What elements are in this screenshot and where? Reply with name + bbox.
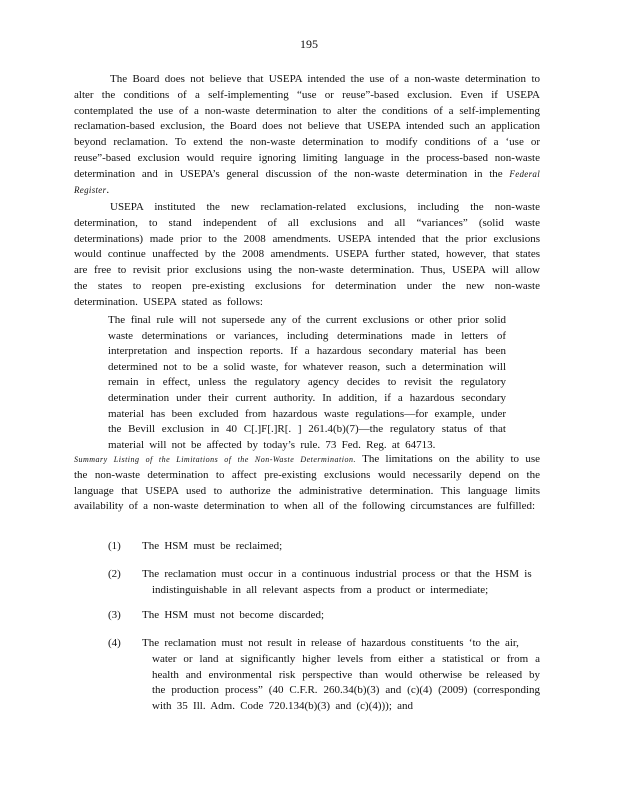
federal-register-citation: Federal Register xyxy=(74,168,540,195)
list-item-continuation: indistinguishable in all relevant aspects from a product or intermediate; xyxy=(152,583,489,596)
paragraph-usepa-exclusions: USEPA instituted the new reclamation-related exclusions, including the non-waste determination, to stand independent of all exclusions and all “variances” (solid waste determinations) made prior to the 2008 amendments. USEPA intended that the prior exclusions would continue unaffected by the 2008 amendments. USEPA further stated, however, that states are free to revisit prior exclusions using the non-waste determination. Thus, USEPA will allow the states to reopen pre-existing exclusions for determination under the new non-waste determination. USEPA stated as follows: xyxy=(74,201,540,308)
list-item-line: The reclamation must not result in release of hazardous constituents ‘to the air, xyxy=(142,637,519,649)
list-item-text xyxy=(142,608,540,624)
list-item-number: (1) xyxy=(108,540,121,552)
paragraph-text: The limitations on the ability to use the non-waste determination to affect pre-existing exclusions would necessarily depend on the language that USEPA used to authorize the administrative determination. This language limits availability of a non-waste determination to when all of the following circumstances are fulfilled: xyxy=(74,453,540,513)
list-item-number: (2) xyxy=(108,568,121,580)
list-item-text xyxy=(142,636,540,715)
list-item-text xyxy=(142,567,540,599)
list-item-number: (4) xyxy=(108,637,121,649)
list-item-number: (3) xyxy=(108,609,121,621)
list-item-line: The HSM must be reclaimed; xyxy=(142,540,283,552)
section-heading: Summary Listing of the Limitations of the Non-Waste Determination. xyxy=(74,455,356,464)
paragraph-end: . xyxy=(106,183,110,196)
paragraph-board-belief xyxy=(74,72,540,198)
list-item-line: The HSM must not become discarded; xyxy=(142,609,325,621)
list-item-continuation: water or land at significantly higher levels from either a statistical or from a health and environmental risk perspective than would otherwise be released by the production process” (40 C.F.R. 260.34(b)(3) and (c)(4) (2009) (corresponding with 35 Ill. Adm. Code 720.134(b)(3) and (c)(4))); and xyxy=(152,652,540,713)
list-item-text xyxy=(142,539,540,555)
block-quote-final-rule: The final rule will not supersede any of the current exclusions or other prior solid waste determinations or variances, including determinations made in letters of interpretation and inspection reports. If a hazardous secondary material has been determined not to be a solid waste, for whatever reason, such a determination will remain in effect, unless the regulatory agency decides to revisit the regulatory determination under their current authority. In addition, if a hazardous secondary material has been excluded from hazardous waste regulations—for example, under the Bevill exclusion in 40 C[.]F[.]R[. ] 261.4(b)(7)—the regulatory status of that material will not be affected by today’s rule. 73 Fed. Reg. at 64713. xyxy=(108,314,506,451)
paragraph-text: The Board does not believe that USEPA intended the use of a non-waste determination to alter the conditions of a self-implementing “use or reuse”-based exclusion. Even if USEPA contemplated the use of a non-waste determination to alter the conditions of a self-implementing reclamation-based exclusion, the Board does not believe that USEPA intended such an application beyond reclamation. To extend the non-waste determination to modify conditions of a ‘use or reuse”-based exclusion would require ignoring limiting language in the process-based non-waste determination and in USEPA’s general discussion of the non-waste determination in the xyxy=(74,73,540,180)
list-item-line: The reclamation must occur in a continuous industrial process or that the HSM is xyxy=(142,568,532,580)
page-number: 195 xyxy=(300,37,318,51)
paragraph-summary-limitations xyxy=(74,452,540,515)
